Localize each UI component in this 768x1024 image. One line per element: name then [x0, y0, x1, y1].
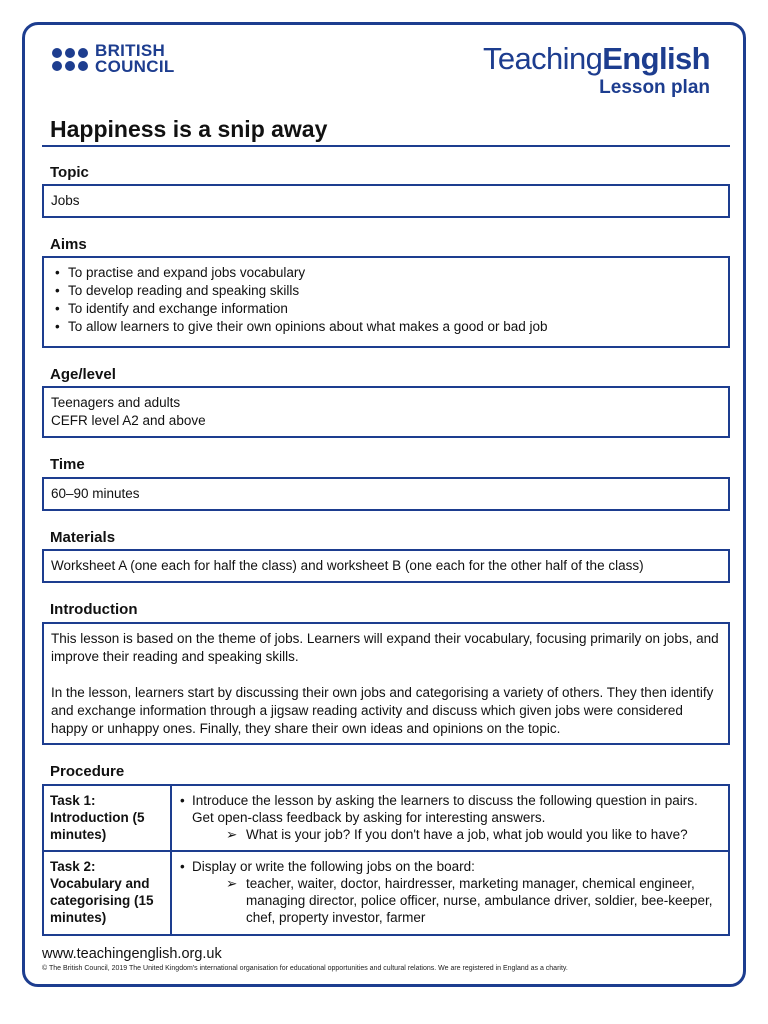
british-council-dots-icon [52, 48, 88, 71]
introduction-heading: Introduction [50, 601, 138, 618]
age-level-line: CEFR level A2 and above [51, 413, 206, 428]
procedure-heading: Procedure [50, 763, 125, 780]
lesson-plan-label: Lesson plan [599, 77, 710, 98]
aims-item: • To develop reading and speaking skills [51, 282, 721, 300]
logo-line-council: COUNCIL [95, 57, 175, 76]
table-row [43, 851, 729, 935]
aims-box [42, 256, 730, 348]
introduction-paragraph: In the lesson, learners start by discussing their own jobs and categorising a variety of others. They then identify and exchange information through a jigsaw reading activity and discuss which given jobs were considered happy or unhappy ones. Finally, they share their own ideas and opinions on the topic. [51, 685, 714, 736]
procedure-table [42, 784, 730, 936]
aims-item: • To allow learners to give their own opinions about what makes a good or bad job [51, 318, 721, 336]
task-subpoint [178, 826, 722, 843]
british-council-logo [52, 43, 175, 75]
task-description [171, 785, 729, 851]
aims-item: • To identify and exchange information [51, 300, 721, 318]
title-divider [42, 145, 730, 147]
task-description [171, 851, 729, 935]
logo-line-british: BRITISH [95, 41, 166, 60]
materials-text: Worksheet A (one each for half the class) and worksheet B (one each for the other half of the class) [51, 558, 644, 573]
footer-url[interactable]: www.teachingenglish.org.uk [42, 946, 222, 962]
materials-box [42, 549, 730, 583]
age-level-line: Teenagers and adults [51, 395, 181, 410]
task-bullet: • Display or write the following jobs on the board: [178, 858, 722, 875]
age-level-heading: Age/level [50, 366, 116, 383]
task-subpoint-text: teacher, waiter, doctor, hairdresser, marketing manager, chemical engineer, managing director, police officer, nurse, ambulance driver, soldier, bee-keeper, chef, property investor, farmer [246, 876, 713, 925]
introduction-paragraph: This lesson is based on the theme of jobs. Learners will expand their vocabulary, focusing primarily on jobs, and improve their reading and speaking skills. [51, 631, 719, 664]
aims-list [51, 264, 721, 336]
aims-heading: Aims [50, 236, 87, 253]
task-title: Task 1: Introduction (5 minutes) [43, 785, 171, 851]
arrow-bullet-icon: ➢ [226, 876, 238, 891]
aims-item: • To practise and expand jobs vocabulary [51, 264, 721, 282]
introduction-box [42, 622, 730, 745]
topic-heading: Topic [50, 164, 89, 181]
logo-english: English [602, 41, 710, 76]
task-subpoint [178, 875, 722, 926]
footer-copyright: © The British Council, 2019 The United Kingdom's international organisation for educational opportunities and cultural relations. We are registered in England as a charity. [42, 965, 568, 972]
task-title: Task 2: Vocabulary and categorising (15 minutes) [43, 851, 171, 935]
page-title: Happiness is a snip away [50, 116, 328, 142]
topic-box [42, 184, 730, 218]
topic-text: Jobs [51, 193, 80, 208]
time-box [42, 477, 730, 511]
arrow-bullet-icon: ➢ [226, 827, 238, 842]
task-subpoint-text: What is your job? If you don't have a job, what job would you like to have? [246, 827, 688, 842]
table-row [43, 785, 729, 851]
materials-heading: Materials [50, 529, 116, 546]
task-bullet: • Introduce the lesson by asking the learners to discuss the following question in pairs. Get open-class feedback by asking for interesting answers. [178, 792, 722, 826]
logo-teaching: Teaching [482, 41, 603, 76]
time-heading: Time [50, 456, 85, 473]
age-level-box [42, 386, 730, 438]
time-text: 60–90 minutes [51, 486, 140, 501]
teaching-english-logo [483, 42, 710, 99]
